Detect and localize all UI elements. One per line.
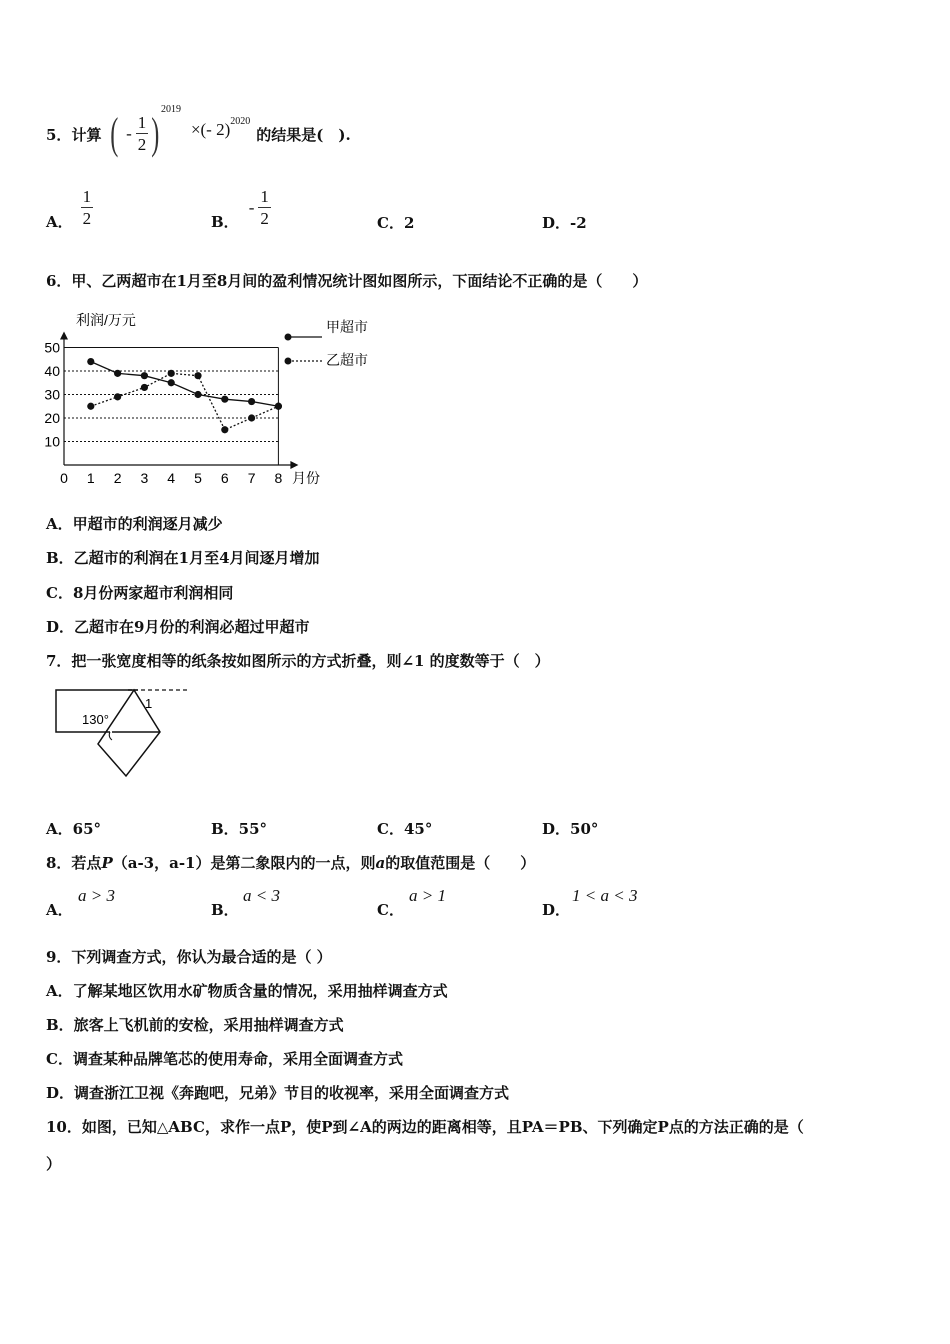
chart-point-jia xyxy=(114,370,121,377)
legend-label-yi: 乙超市 xyxy=(326,352,368,368)
q8-stem: 8．若点P（a-3，a-1）是第二象限内的一点，则a的取值范围是（ ） xyxy=(46,854,536,872)
q6-option-c: C．8月份两家超市利润相同 xyxy=(46,584,234,602)
folded-paper-figure xyxy=(50,684,200,784)
chart-x-tick-label: 6 xyxy=(220,470,229,486)
q7-option-a: A．65° xyxy=(46,820,102,838)
q7-option-c: C．45° xyxy=(377,820,433,838)
chart-x-axis-label: 月份 xyxy=(292,470,320,486)
chart-y-tick-label: 50 xyxy=(44,339,60,356)
q5-option-a: A． $\frac{1}{2}$ xyxy=(46,186,92,231)
chart-x-tick-label: 0 xyxy=(60,470,68,486)
chart-point-yi xyxy=(194,372,201,379)
q7-option-b: B．55° xyxy=(211,820,268,838)
legend-marker-yi xyxy=(285,358,292,365)
chart-point-yi xyxy=(114,393,121,400)
chart-x-tick-label: 3 xyxy=(140,470,149,486)
chart-point-jia xyxy=(87,358,94,365)
angle-130-label: 130° xyxy=(82,712,109,727)
chart-y-tick-label: 20 xyxy=(44,410,60,426)
q9-option-c: C．调查某种品牌笔芯的使用寿命，采用全面调查方式 xyxy=(46,1050,403,1068)
profit-line-chart xyxy=(40,305,400,490)
q6-option-d: D．乙超市在9月份的利润必超过甲超市 xyxy=(46,618,310,636)
chart-point-yi xyxy=(141,384,148,391)
chart-x-tick-label: 2 xyxy=(113,470,122,486)
q6-option-b: B．乙超市的利润在1月至4月间逐月增加 xyxy=(46,549,320,567)
q7-stem: 7．把一张宽度相等的纸条按如图所示的方式折叠，则∠1 的度数等于（ ） xyxy=(46,652,550,670)
q5-option-c: C．2 xyxy=(377,214,415,232)
chart-x-tick-label: 1 xyxy=(86,470,95,486)
chart-y-axis-label: 利润/万元 xyxy=(76,312,136,328)
q9-option-b: B．旅客上飞机前的安检，采用抽样调查方式 xyxy=(46,1016,344,1034)
q5-option-a-fraction: $\frac{1}{2}$ xyxy=(82,186,92,228)
legend-marker-jia xyxy=(285,334,292,341)
chart-point-yi xyxy=(221,426,228,433)
q5-tail: 的结果是( ). xyxy=(256,125,351,144)
q5-fraction: $\frac{1}{2}$ xyxy=(137,112,147,154)
chart-x-tick-label: 5 xyxy=(194,470,202,486)
legend-label-jia: 甲超市 xyxy=(326,319,368,335)
q9-option-d: D．调查浙江卫视《奔跑吧，兄弟》节目的收视率，采用全面调查方式 xyxy=(46,1084,510,1102)
q8-point-p: P xyxy=(101,854,113,872)
q5-number: 5． xyxy=(46,125,72,144)
chart-x-tick-label: 4 xyxy=(167,470,176,486)
chart-point-jia xyxy=(248,398,255,405)
chart-point-jia xyxy=(168,379,175,386)
chart-y-tick-label: 40 xyxy=(44,363,60,379)
chart-point-jia xyxy=(194,391,201,398)
q10-stem-line1: 10．如图，已知△ABC，求作一点P，使P到∠A的两边的距离相等，且PA＝PB、下列确定P点的方法正确的是（ xyxy=(46,1118,804,1136)
q5-option-b-fraction: $\frac{1}{2}$ xyxy=(260,186,269,228)
chart-point-yi xyxy=(248,414,255,421)
chart-x-tick-label: 8 xyxy=(274,470,283,486)
q8-var-a: a xyxy=(375,854,386,872)
chart-point-yi xyxy=(168,370,175,377)
chart-point-yi xyxy=(275,403,282,410)
q6-stem: 6．甲、乙两超市在1月至8月间的盈利情况统计图如图所示，下面结论不正确的是（ ） xyxy=(46,272,648,290)
chart-y-tick-label: 30 xyxy=(44,386,60,403)
q5-product: ×(- 2) xyxy=(190,120,231,139)
q10-stem-line2: ） xyxy=(46,1155,62,1173)
chart-point-jia xyxy=(141,372,148,379)
q5-exponent-1: 2019 xyxy=(160,104,181,115)
chart-y-tick-label: 10 xyxy=(44,433,60,450)
q5-stem: 5． 计算 ( - $\frac{1}{2}$ ) 2019 ×(- 2) 2020 的结果是( ). xyxy=(46,104,351,158)
q5-lead: 计算 xyxy=(71,125,102,144)
q5-option-b: B． - $\frac{1}{2}$ xyxy=(211,186,269,231)
q9-option-a: A．了解某地区饮用水矿物质含量的情况，采用抽样调查方式 xyxy=(46,982,448,1000)
chart-x-axis-arrow xyxy=(290,461,298,469)
chart-y-axis-arrow xyxy=(60,332,68,340)
chart-point-jia xyxy=(221,396,228,403)
chart-x-tick-label: 7 xyxy=(247,470,256,486)
q5-option-d: D．-2 xyxy=(542,214,587,232)
q6-option-a: A．甲超市的利润逐月减少 xyxy=(46,515,223,533)
chart-point-yi xyxy=(87,403,94,410)
q9-stem: 9．下列调查方式，你认为最合适的是（ ） xyxy=(46,948,332,966)
angle-1-label: 1 xyxy=(145,696,153,711)
q5-minus: - xyxy=(126,124,132,143)
q5-exponent-2: 2020 xyxy=(230,116,251,127)
q7-option-d: D．50° xyxy=(542,820,599,838)
